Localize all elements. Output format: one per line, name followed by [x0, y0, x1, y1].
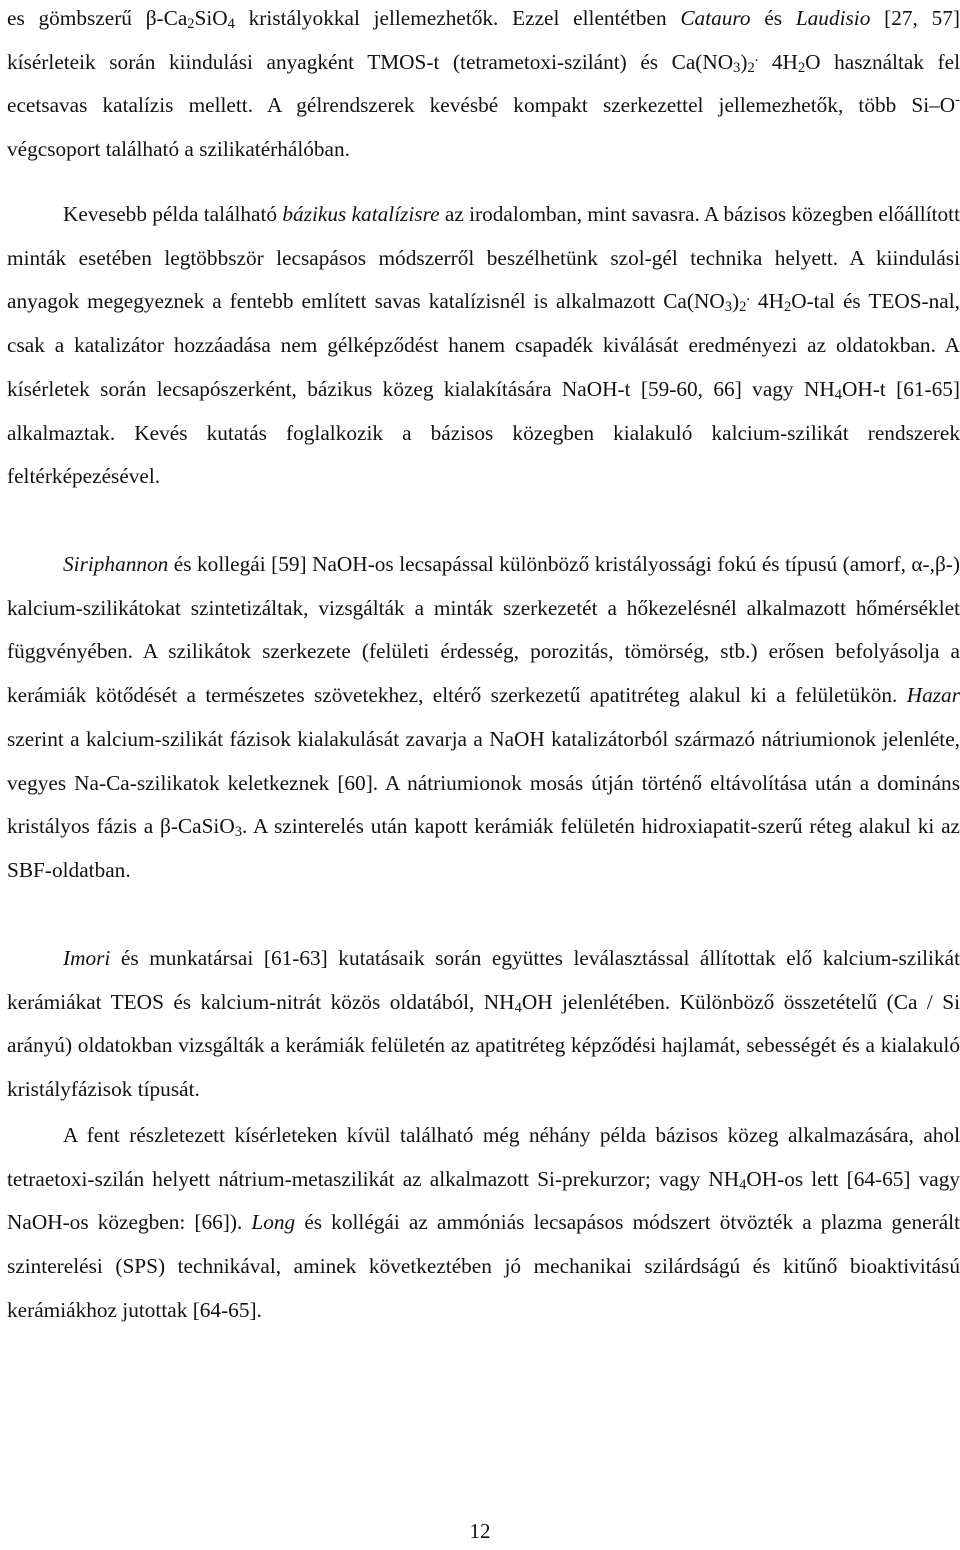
text-run: O használtak fel ecetsavas katalízis mellett. A gélrendszerek kevésbé kompakt szerkezettel jellemezhetők, több Si–O — [7, 49, 960, 118]
subscript: 4 — [514, 999, 522, 1016]
paragraph — [7, 0, 960, 172]
text-run: és kollégái az ammóniás lecsapásos módszert ötvözték a plazma generált szinterelési (SPS) technikával, aminek következtében jó mechanikai szilárdságú és kitűnő bioaktivitású kerámiákhoz jutottak [64-65]. — [7, 1210, 960, 1322]
paragraph — [7, 543, 960, 893]
text-run: Kevesebb példa található — [63, 202, 283, 226]
text-run: . A szinterelés után kapott kerámiák felületén hidroxiapatit-szerű réteg alakul ki az SBF-oldatban. — [7, 814, 960, 882]
text-run: OH-t [61-65] alkalmaztak. Kevés kutatás foglalkozik a bázisos közegben kialakuló kalcium-szilikát rendszerek feltérképezésével. — [7, 376, 960, 489]
text-run: és — [750, 6, 796, 30]
subscript: 2 — [739, 299, 747, 316]
subscript: 3 — [724, 299, 732, 316]
text-run: O-tal és TEOS-nal, csak a katalizátor hozzáadása nem gélképződést hanem csapadék kiválását eredményezi az oldatokban. A kísérletek során lecsapószerként, bázikus közeg kialakítására NaOH-t [59-60, 66] vagy NH — [7, 289, 960, 401]
text-run: [27, 57] kísérleteik során kiindulási anyagként TMOS-t (tetrametoxi-szilánt) és Ca(NO — [7, 6, 960, 74]
text-run: 4H — [758, 49, 798, 74]
subscript: 4 — [227, 16, 235, 33]
text-run: es gömbszerű β-Ca — [7, 6, 188, 30]
text-run: és munkatársai [61-63] kutatásaik során együttes leválasztással állítottak elő kalcium-szilikát kerámiákat TEOS és kalcium-nitrát közös oldatából, NH — [7, 946, 960, 1014]
italic-text: Siriphannon — [63, 552, 169, 576]
superscript: . — [754, 48, 759, 65]
text-run: OH jelenlétében. Különböző összetételű (Ca / Si arányú) oldatokban vizsgálták a kerámiák felületén az apatitréteg képződési hajlamát, sebességét és a kialakuló kristályfázisok típusát. — [7, 989, 960, 1102]
subscript: 2 — [747, 59, 755, 76]
text-run: szerint a kalcium-szilikát fázisok kialakulását zavarja a NaOH katalizátorból származó nátriumionok jelenléte, vegyes Na-Ca-szilikatok keletkeznek [60]. A nátriumionok mosás útján történő eltávolítása után a domináns kristályos fázis a β-CaSiO — [7, 726, 960, 839]
subscript: 4 — [739, 1176, 747, 1193]
italic-text: Laudisio — [795, 6, 871, 30]
subscript: 3 — [733, 59, 741, 76]
italic-text: Imori — [63, 946, 111, 970]
text-run: ) — [740, 49, 748, 74]
italic-text: bázikus katalízisre — [282, 202, 440, 226]
text-run: és kollegái [59] NaOH-os lecsapással különböző kristályossági fokú és típusú (amorf, α-,β-) kalcium-szilikátokat szintetizáltak, vizsgálták a minták szerkezetét a hőkezelésnél alkalmazott hőmérséklet függvényében. A szilikátok szerkezete (felületi érdesség, porozitás, tömörség, stb.) erősen befolyásolja a kerámiák kötődését a természetes szövetekhez, eltérő szerkezetű apatitréteg alakul ki a felületükön. — [7, 552, 960, 708]
text-run: ) — [731, 289, 740, 314]
text-run: végcsoport található a szilikatérhálóban. — [7, 137, 350, 162]
page-number: 12 — [469, 1519, 491, 1543]
paragraph — [7, 1114, 960, 1333]
text-run: kristályokkal jellemezhetők. Ezzel ellentétben — [234, 6, 681, 30]
subscript: 2 — [797, 59, 806, 76]
superscript: - — [955, 92, 960, 109]
text-run: A fent részletezett kísérleteken kívül található még néhány példa bázisos közeg alkalmazására, ahol tetraetoxi-szilán helyett nátrium-metaszilikát az alkalmazott Si-prekurzor; vagy NH — [7, 1123, 960, 1191]
text-run: OH-os lett [64-65] vagy NaOH-os közegben: [66]). — [7, 1166, 960, 1235]
italic-text: Catauro — [680, 6, 751, 30]
paragraph — [7, 193, 960, 499]
paragraph — [7, 937, 960, 1112]
subscript: 2 — [783, 299, 792, 316]
superscript: . — [746, 288, 750, 305]
subscript: 3 — [234, 824, 242, 841]
subscript: 2 — [187, 16, 195, 33]
subscript: 4 — [834, 386, 842, 403]
text-run: 4H — [749, 289, 784, 314]
italic-text: Hazar — [906, 683, 960, 708]
text-run: az irodalomban, mint savasra. A bázisos közegben előállított minták esetében legtöbbször lecsapásos módszerről beszélhetünk szol-gél technika helyett. A kiindulási anyagok megegyeznek a fentebb említett savas katalízisnél is alkalmazott Ca(NO — [7, 202, 960, 314]
italic-text: Long — [251, 1210, 296, 1235]
text-run: SiO — [194, 6, 228, 30]
